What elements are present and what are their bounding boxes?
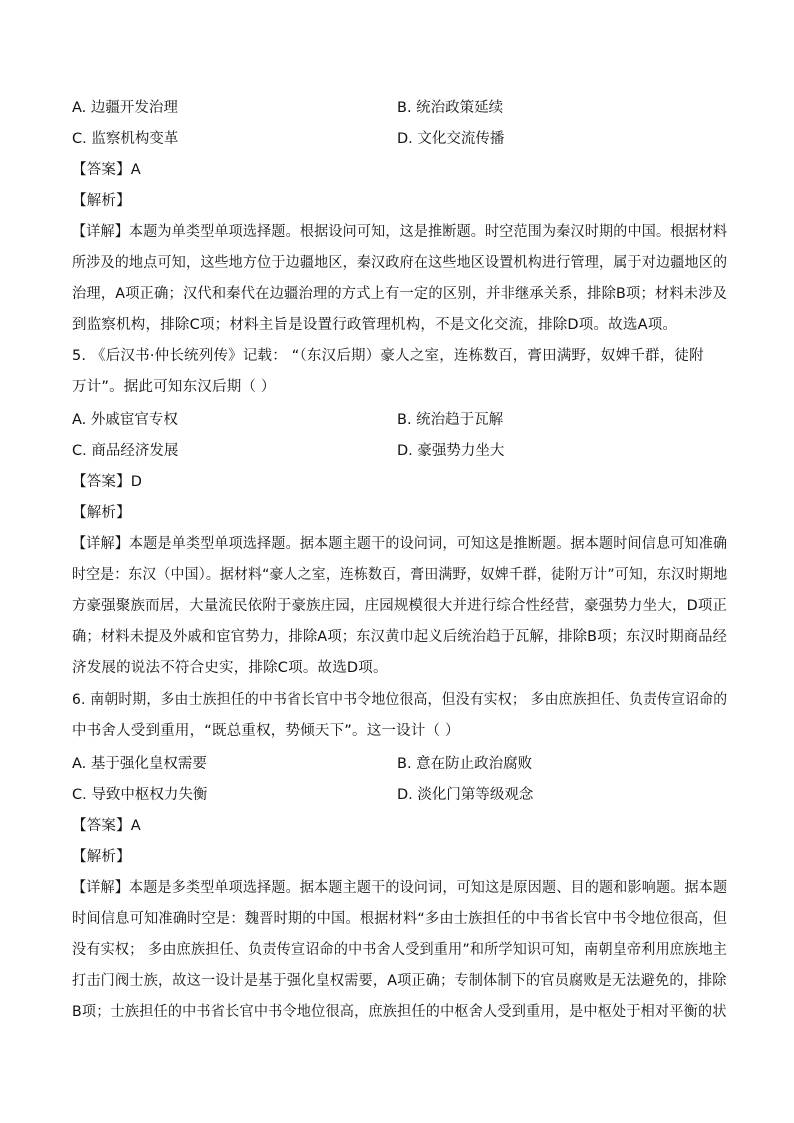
q5-detail-line: 确；材料未提及外戚和宦官势力，排除A项；东汉黄巾起义后统治趋于瓦解，排除B项；东汉时期商品经 xyxy=(72,629,728,645)
q6-stem-line: 中书舍人受到重用，“既总重权，势倾天下”。这一设计（ ） xyxy=(72,723,460,739)
q6-detail-line: B项；士族担任的中书省长官中书令地位很高，庶族担任的中枢舍人受到重用，是中枢处于相对平衡的状 xyxy=(72,1004,727,1020)
q5-detail-line: 【详解】本题是单类型单项选择题。据本题主题干的设问词，可知这是推断题。据本题时间信息可知准确 xyxy=(72,536,728,552)
q6-analysis-tag: 【解析】 xyxy=(72,849,131,865)
q6-option-b: B. 意在防止政治腐败 xyxy=(397,756,533,772)
q4-detail-line: 到监察机构，排除C项；材料主旨是设置行政管理机构，不是文化交流，排除D项。故选A项。 xyxy=(72,317,678,333)
q4-option-c: C. 监察机构变革 xyxy=(72,131,179,147)
q4-detail-line: 【详解】本题为单类型单项选择题。根据设问可知，这是推断题。时空范围为秦汉时期的中国。根据材料 xyxy=(72,224,728,240)
q5-option-b: B. 统治趋于瓦解 xyxy=(397,412,504,428)
q6-detail-line: 时间信息可知准确时空是：魏晋时期的中国。根据材料“多由士族担任的中书省长官中书令地位很高，但 xyxy=(72,911,728,927)
q6-option-a: A. 基于强化皇权需要 xyxy=(72,756,207,772)
q4-option-d: D. 文化交流传播 xyxy=(397,131,505,147)
q5-detail-line: 济发展的说法不符合史实，排除C项。故选D项。 xyxy=(72,660,388,676)
q5-option-d: D. 豪强势力坐大 xyxy=(397,443,505,459)
q5-option-a: A. 外戚宦官专权 xyxy=(72,412,178,428)
q6-option-c: C. 导致中枢权力失衡 xyxy=(72,787,208,803)
q4-option-b: B. 统治政策延续 xyxy=(397,100,504,116)
q4-answer: 【答案】A xyxy=(72,162,141,178)
q6-stem-line: 6. 南朝时期，多由士族担任的中书省长官中书令地位很高，但没有实权； 多由庶族担任、负责传宣诏命的 xyxy=(72,692,728,708)
q5-stem-line: 5. 《后汉书·仲长统列传》记载： “（东汉后期）豪人之室，连栋数百，膏田满野，奴婢千群，徒附 xyxy=(72,348,704,364)
q4-option-a: A. 边疆开发治理 xyxy=(72,100,178,116)
q5-analysis-tag: 【解析】 xyxy=(72,505,131,521)
q6-detail-line: 打击门阀士族，故这一设计是基于强化皇权需要，A项正确；专制体制下的官员腐败是无法避免的，排除 xyxy=(72,973,727,989)
q5-answer: 【答案】D xyxy=(72,474,143,490)
q6-answer: 【答案】A xyxy=(72,818,141,834)
q6-detail-line: 【详解】本题是多类型单项选择题。据本题主题干的设问词，可知这是原因题、目的题和影响题。据本题 xyxy=(72,880,728,896)
q5-stem-line: 万计”。据此可知东汉后期（ ） xyxy=(72,379,276,395)
q5-option-c: C. 商品经济发展 xyxy=(72,443,179,459)
q6-detail-line: 没有实权； 多由庶族担任、负责传宣诏命的中书舍人受到重用”和所学知识可知，南朝皇帝利用庶族地主 xyxy=(72,942,728,958)
q5-detail-line: 时空是：东汉（中国）。据材料“豪人之室，连栋数百，膏田满野，奴婢千群，徒附万计”可知，东汉时期地 xyxy=(72,567,728,583)
q5-detail-line: 方豪强聚族而居，大量流民依附于豪族庄园，庄园规模很大并进行综合性经营，豪强势力坐大，D项正 xyxy=(72,598,728,614)
q6-option-d: D. 淡化门第等级观念 xyxy=(397,787,534,803)
q4-analysis-tag: 【解析】 xyxy=(72,193,131,209)
q4-detail-line: 所涉及的地点可知，这些地方位于边疆地区，秦汉政府在这些地区设置机构进行管理，属于对边疆地区的 xyxy=(72,255,728,271)
q4-detail-line: 治理，A项正确；汉代和秦代在边疆治理的方式上有一定的区别，并非继承关系，排除B项；材料未涉及 xyxy=(72,286,728,302)
